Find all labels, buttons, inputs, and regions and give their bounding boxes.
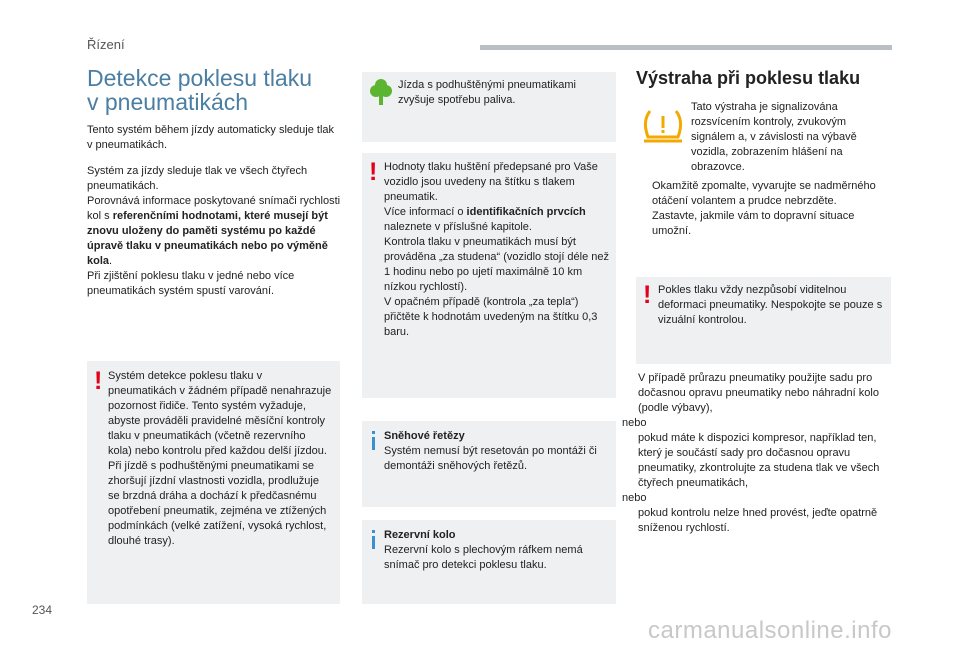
system-text-2-regular: Porovnává informace poskytované snímači rychlosti kol s <box>87 195 341 222</box>
system-text-1: Systém za jízdy sleduje tlak ve všech čtyřech pneumatikách. <box>87 165 308 192</box>
checkbox-icon <box>622 431 638 491</box>
eco-box-text: Jízda s podhuštěnými pneumatikami zvyšuje spotřebu paliva. <box>398 79 576 106</box>
checkbox-icon <box>636 179 652 209</box>
identification-bold: identifikačních prvcích <box>466 206 586 218</box>
option-item <box>622 371 888 416</box>
info-box-spare-wheel <box>362 520 616 604</box>
info-icon <box>372 431 375 434</box>
snow-chains-body: Systém nemusí být resetován po montáži či demontáži sněhových řetězů. <box>384 445 597 472</box>
section-title-right: Výstraha při poklesu tlaku <box>636 68 861 88</box>
warning-box-middle <box>362 153 616 398</box>
checkbox-icon <box>636 209 652 239</box>
tire-pressure-warning-icon <box>640 107 686 147</box>
pressure-label-text: Hodnoty tlaku huštění předepsané pro Vaše vozidlo jsou uvedeny na štítku s tlakem pneumatik. <box>384 161 598 203</box>
hot-check-text: V opačném případě (kontrola „za tepla“) přičtěte k hodnotám uvedeným na štítku 0,3 baru. <box>384 296 598 338</box>
warning-exclamation-icon: ! <box>643 281 652 309</box>
intro-paragraph <box>87 123 342 153</box>
identification-text <box>384 205 610 235</box>
cold-check-text: Kontrola tlaku v pneumatikách musí být prováděna „za studena“ (vozidlo stojí déle než 1 hodinu nebo po ujetí maximálně 10 km nízkou rychlostí). <box>384 236 610 293</box>
warning-box-left <box>87 361 340 604</box>
or-text: nebo <box>622 492 647 504</box>
warning-box-left-text: Systém detekce poklesu tlaku v pneumatikách v žádném případě nenahrazuje pozornost řidiče. Tento systém vyžaduje, abyste prováděli pravidelné měsíční kontroly tlaku v pneumatikách (včetně rezervního kola) nebo kontrolu před každou delší jízdou. Při jízdě s podhuštěnými pneumatikami se zhoršují jízdní vlastnosti vozidla, prodlužuje se brzdná dráha a dochází k předčasnému opotřebení pneumatik, zejména ve ztížených podmínkách (velké zatížení, vysoká rychlost, dlouhé trasy). <box>108 370 332 547</box>
or-text: nebo <box>622 417 647 429</box>
step-text: Zastavte, jakmile vám to dopravní situace umožní. <box>652 210 855 237</box>
watermark: carmanualsonline.info <box>648 617 892 644</box>
info-icon-bar <box>372 437 375 450</box>
system-description <box>87 164 342 299</box>
page-number: 234 <box>32 603 53 617</box>
option-item <box>622 506 888 536</box>
system-text-2 <box>87 194 342 269</box>
section-heading: Řízení <box>87 37 125 52</box>
eco-box <box>362 72 616 142</box>
option-item <box>622 431 888 491</box>
system-text-2-bold: referenčními hodnotami, které musejí být znovu uloženy do paměti systému po každé úpravě tlaku v pneumatikách nebo po výměně kola <box>87 210 328 267</box>
info-icon <box>372 530 375 533</box>
option-text: V případě průrazu pneumatiky použijte sadu pro dočasnou opravu pneumatiky nebo náhradní kolo (podle výbavy), <box>638 372 879 414</box>
intro-text: Tento systém během jízdy automaticky sleduje tlak v pneumatikách. <box>87 124 335 151</box>
info-box-snow-chains <box>362 421 616 507</box>
system-text-2-end: . <box>109 255 113 267</box>
immediate-steps <box>636 179 888 239</box>
page-title-line1: Detekce poklesu tlaku <box>87 65 313 91</box>
option-text: pokud kontrolu nelze hned provést, jeďte opatrně sníženou rychlostí. <box>638 507 878 534</box>
page-title-line2: v pneumatikách <box>87 89 249 115</box>
tree-icon <box>370 78 392 106</box>
warning-box-middle-text <box>384 160 610 340</box>
info-icon-bar <box>372 536 375 549</box>
identification-post: naleznete v příslušné kapitole. <box>384 221 532 233</box>
snow-chains-title: Sněhové řetězy <box>384 430 465 442</box>
step-item <box>636 179 888 209</box>
option-text: pokud máte k dispozici kompresor, například ten, který je součástí sady pro dočasnou opravu pneumatiky, zkontrolujte za studena tlak ve všech čtyřech pneumatikách, <box>638 432 880 489</box>
warning-exclamation-icon: ! <box>369 158 378 186</box>
step-item <box>636 209 888 239</box>
spare-wheel-body: Rezervní kolo s plechovým ráfkem nemá snímač pro detekci poklesu tlaku. <box>384 544 583 571</box>
spare-wheel-text <box>384 528 610 573</box>
repair-options <box>622 371 888 536</box>
system-text-3: Při zjištění poklesu tlaku v jedné nebo více pneumatikách systém spustí varování. <box>87 270 295 297</box>
checkbox-icon <box>622 371 638 416</box>
spare-wheel-title: Rezervní kolo <box>384 529 456 541</box>
identification-pre: Více informací o <box>384 206 467 218</box>
warning-box-right-text: Pokles tlaku vždy nezpůsobí viditelnou deformaci pneumatiky. Nespokojte se pouze s vizuální kontrolou. <box>658 284 883 326</box>
alert-description: Tato výstraha je signalizována rozsvícením kontroly, zvukovým signálem a, v závislosti na výbavě vozidla, zobrazením hlášení na obrazovce. <box>691 101 857 173</box>
checkbox-icon <box>622 506 638 536</box>
page-title <box>87 66 347 114</box>
step-text: Okamžitě zpomalte, vyvarujte se nadměrného otáčení volantem a prudce nebrzděte. <box>652 180 876 207</box>
warning-box-right <box>636 277 891 364</box>
warning-exclamation-icon: ! <box>94 367 103 395</box>
header-divider-bar <box>480 45 892 50</box>
snow-chains-text <box>384 429 610 474</box>
